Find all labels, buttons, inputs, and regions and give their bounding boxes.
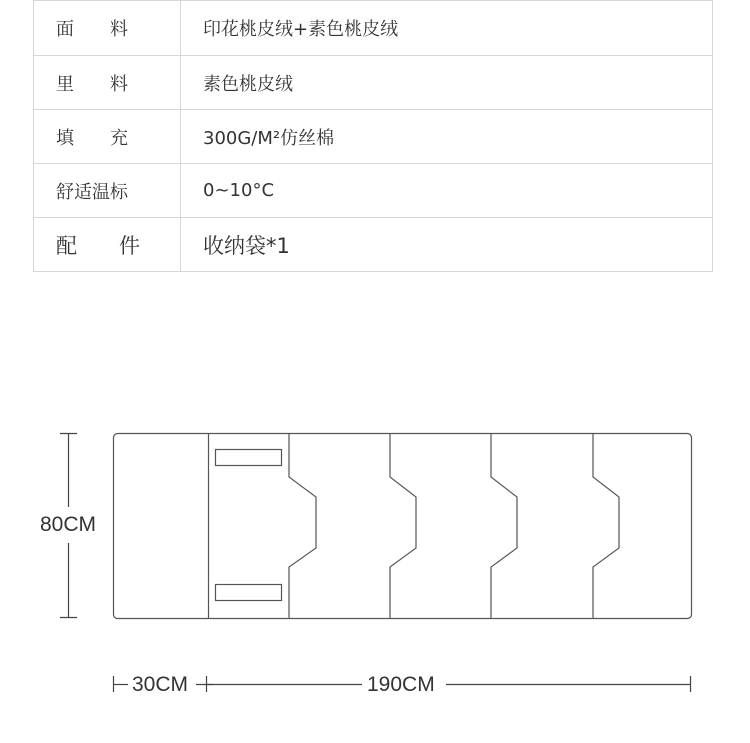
quilt-seam-4 bbox=[593, 434, 619, 618]
spec-label: 面 料 bbox=[34, 1, 181, 56]
spec-label: 配 件 bbox=[34, 218, 181, 272]
bag-outline bbox=[114, 434, 692, 619]
spec-value: 300G/M²仿丝棉 bbox=[181, 110, 713, 164]
body-length-dimension-label: 190CM bbox=[364, 673, 438, 697]
height-dimension-label: 80CM bbox=[37, 513, 99, 537]
handle-top bbox=[216, 450, 282, 466]
spec-value: 0~10°C bbox=[181, 164, 713, 218]
head-length-dimension-label: 30CM bbox=[129, 673, 191, 697]
spec-value: 印花桃皮绒+素色桃皮绒 bbox=[181, 1, 713, 56]
quilt-seam-3 bbox=[491, 434, 517, 618]
quilt-seam-1 bbox=[289, 434, 316, 618]
spec-value: 素色桃皮绒 bbox=[181, 56, 713, 110]
handle-bottom bbox=[216, 585, 282, 601]
quilt-seam-2 bbox=[390, 434, 416, 618]
spec-label: 填 充 bbox=[34, 110, 181, 164]
spec-label: 里 料 bbox=[34, 56, 181, 110]
spec-value: 收纳袋*1 bbox=[181, 218, 713, 272]
spec-label: 舒适温标 bbox=[34, 164, 181, 218]
